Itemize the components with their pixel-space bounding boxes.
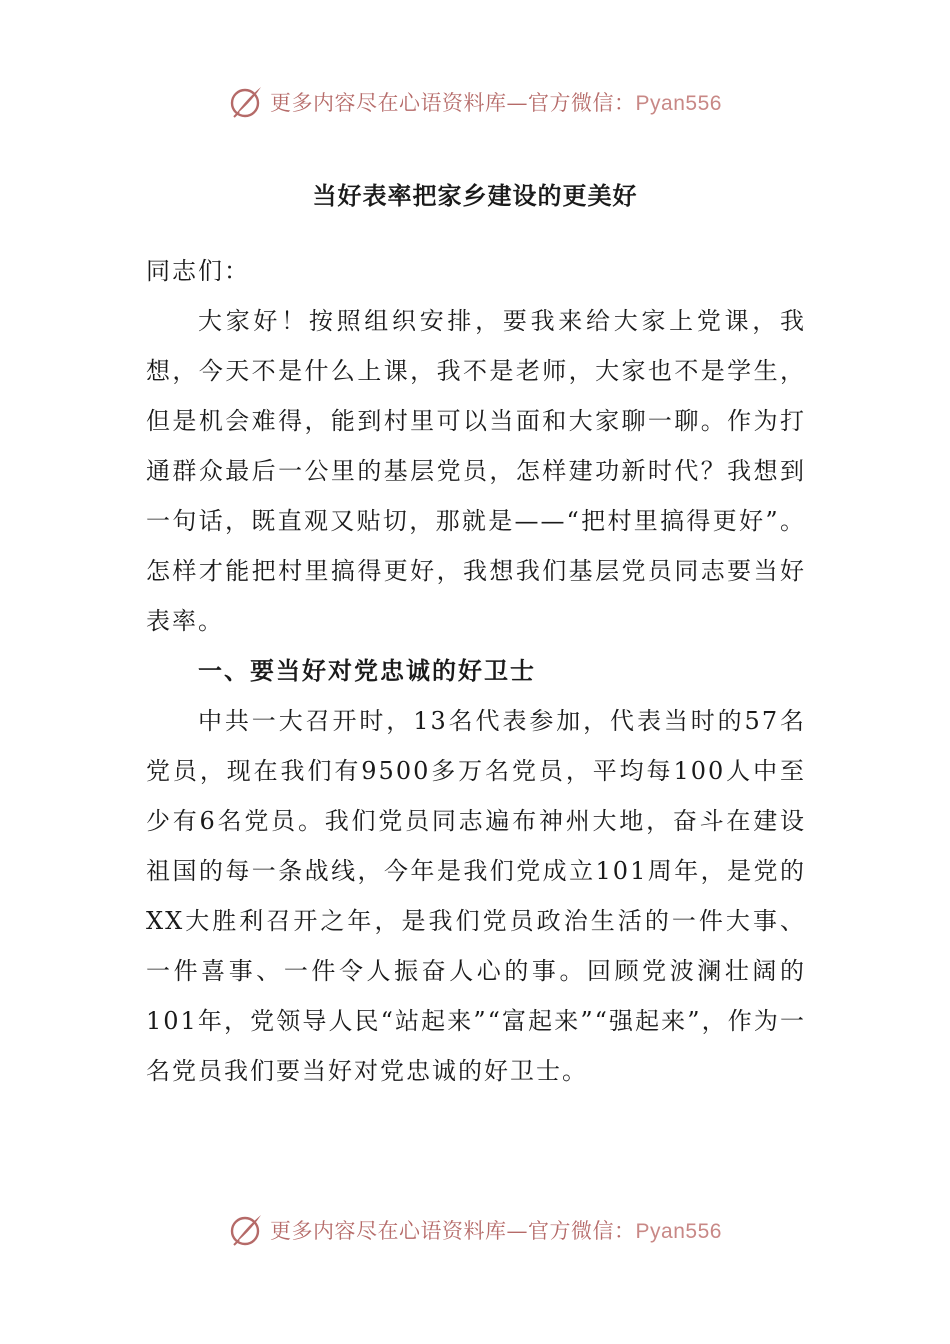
quill-pen-logo-icon <box>228 84 264 120</box>
watermark-label: 更多内容尽在心语资料库—官方微信： <box>270 1219 636 1243</box>
section-heading: 一、要当好对党忠诚的好卫士 <box>198 657 536 685</box>
footer-watermark <box>0 1210 950 1250</box>
watermark-label: 更多内容尽在心语资料库—官方微信： <box>270 91 636 115</box>
paragraph-opening: 大家好！按照组织安排，要我来给大家上党课，我想，今天不是什么上课，我不是老师，大家也不是学生，但是机会难得，能到村里可以当面和大家聊一聊。作为打通群众最后一公里的基层党员，怎样建功新时代？我想到一句话，既直观又贴切，那就是——“把村里搞得更好”。怎样才能把村里搞得更好，我想我们基层党员同志要当好表率。 <box>146 307 806 635</box>
document-body <box>146 246 806 1096</box>
salutation: 同志们： <box>146 257 250 285</box>
paragraph-section-1: 中共一大召开时，13名代表参加，代表当时的57名党员，现在我们有9500多万名党员，平均每100人中至少有6名党员。我们党员同志遍布神州大地，奋斗在建设祖国的每一条战线，今年是我们党成立101周年，是党的XX大胜利召开之年，是我们党员政治生活的一件大事、一件喜事、一件令人振奋人心的事。回顾党波澜壮阔的101年，党领导人民“站起来”“富起来”“强起来”，作为一名党员我们要当好对党忠诚的好卫士。 <box>146 707 806 1085</box>
header-watermark <box>0 82 950 122</box>
quill-pen-logo-icon <box>228 1212 264 1248</box>
watermark-text <box>270 1215 722 1245</box>
document-title: 当好表率把家乡建设的更美好 <box>312 182 638 210</box>
watermark-text <box>270 87 722 117</box>
watermark-wechat-id: Pyan556 <box>635 1220 722 1243</box>
watermark-wechat-id: Pyan556 <box>635 92 722 115</box>
